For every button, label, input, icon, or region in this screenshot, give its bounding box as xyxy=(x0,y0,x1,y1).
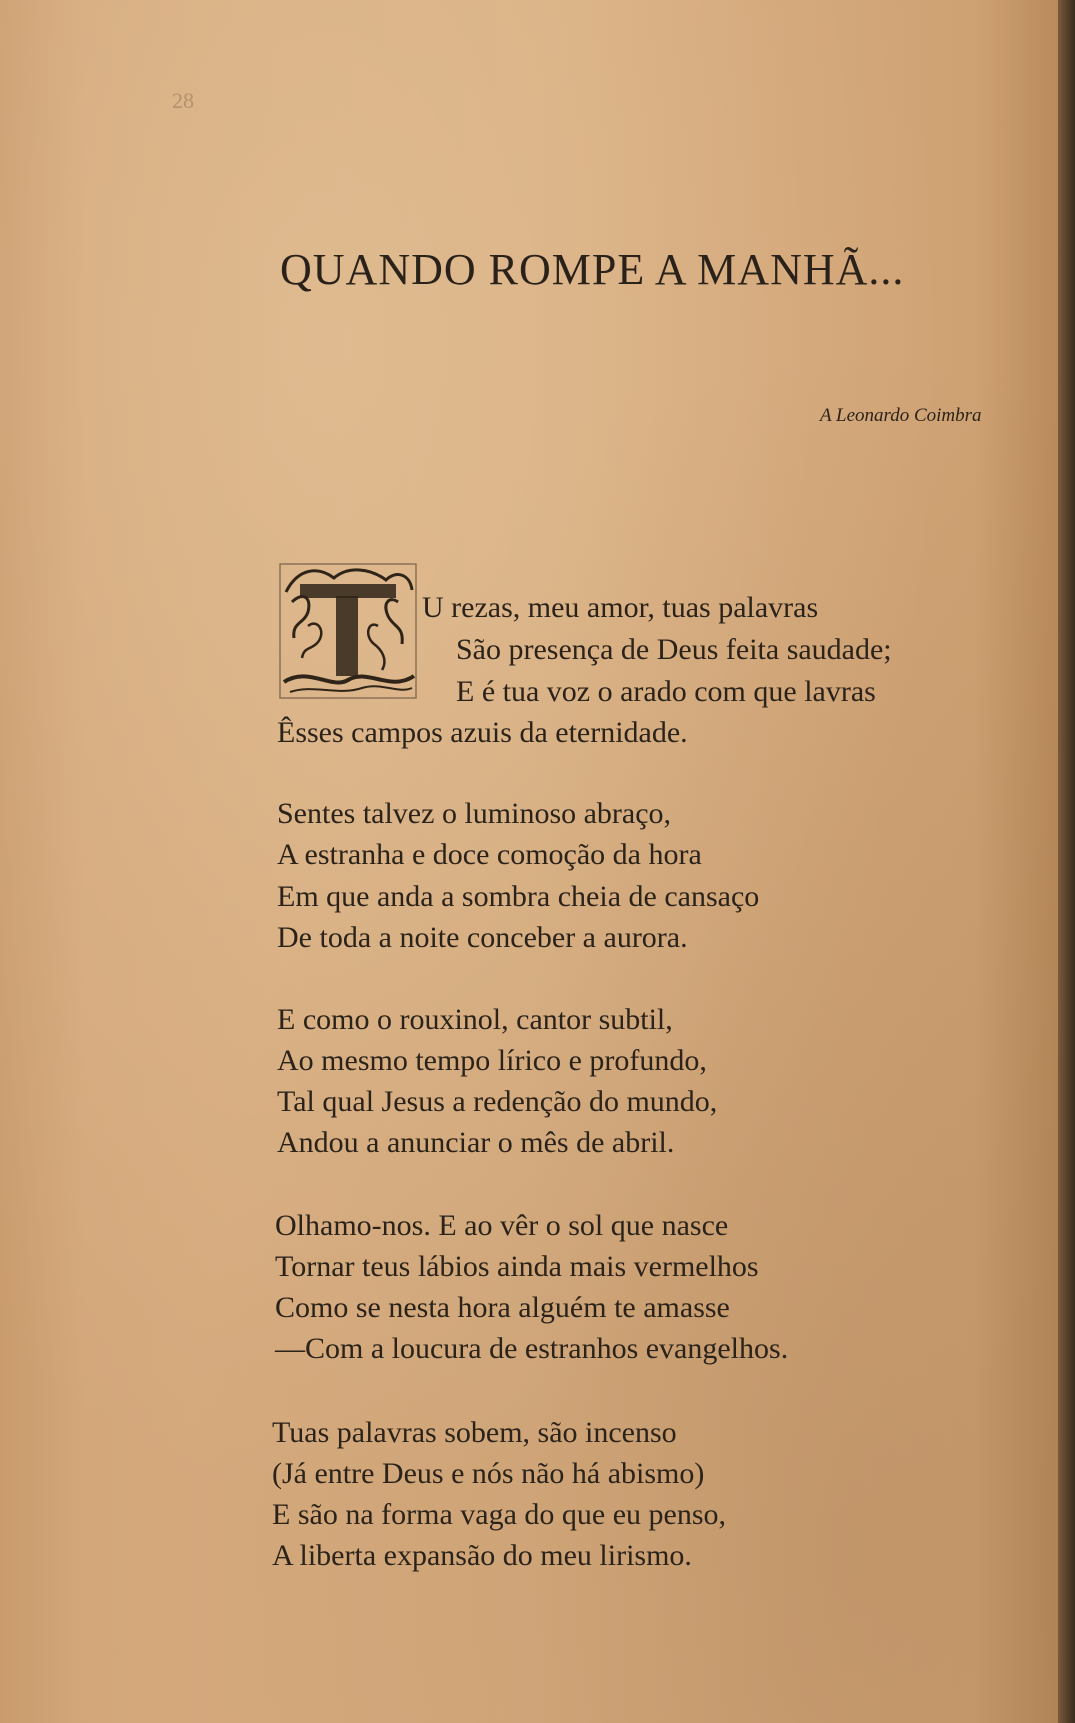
poem-title: QUANDO ROMPE A MANHÃ... xyxy=(280,245,905,294)
page-number: 28 xyxy=(172,88,194,113)
poem-line: Tuas palavras sobem, são incenso xyxy=(272,1416,677,1449)
poem-line: Em que anda a sombra cheia de cansaço xyxy=(277,880,760,913)
poem-line: E é tua voz o arado com que lavras xyxy=(456,675,876,708)
poem-line: E são na forma vaga do que eu penso, xyxy=(272,1498,727,1531)
poem-line: —Com a loucura de estranhos evangelhos. xyxy=(275,1332,789,1365)
poem-line: Tal qual Jesus a redenção do mundo, xyxy=(277,1085,718,1118)
poem-line: Como se nesta hora alguém te amasse xyxy=(275,1291,730,1324)
poem-line: Tornar teus lábios ainda mais vermelhos xyxy=(275,1250,759,1283)
dedication: A Leonardo Coimbra xyxy=(820,405,982,426)
poem-line: Ao mesmo tempo lírico e profundo, xyxy=(277,1044,707,1077)
poem-line: A liberta expansão do meu lirismo. xyxy=(272,1539,692,1572)
poem-line: Êsses campos azuis da eternidade. xyxy=(277,716,688,749)
poem-line: (Já entre Deus e nós não há abismo) xyxy=(272,1457,705,1490)
poem-line: De toda a noite conceber a aurora. xyxy=(277,921,688,954)
book-edge xyxy=(1058,0,1075,1723)
poem-line: Olhamo-nos. E ao vêr o sol que nasce xyxy=(275,1209,729,1242)
ornamental-drop-cap-icon xyxy=(278,562,418,700)
poem-line: A estranha e doce comoção da hora xyxy=(277,838,702,871)
drop-cap-letter: T xyxy=(347,570,348,571)
poem-line: Sentes talvez o luminoso abraço, xyxy=(277,797,672,830)
poem-line: E como o rouxinol, cantor subtil, xyxy=(277,1003,673,1036)
poem-line: Andou a anunciar o mês de abril. xyxy=(277,1126,675,1159)
poem-line: São presença de Deus feita saudade; xyxy=(456,633,892,666)
poem-line: U rezas, meu amor, tuas palavras xyxy=(422,591,819,624)
